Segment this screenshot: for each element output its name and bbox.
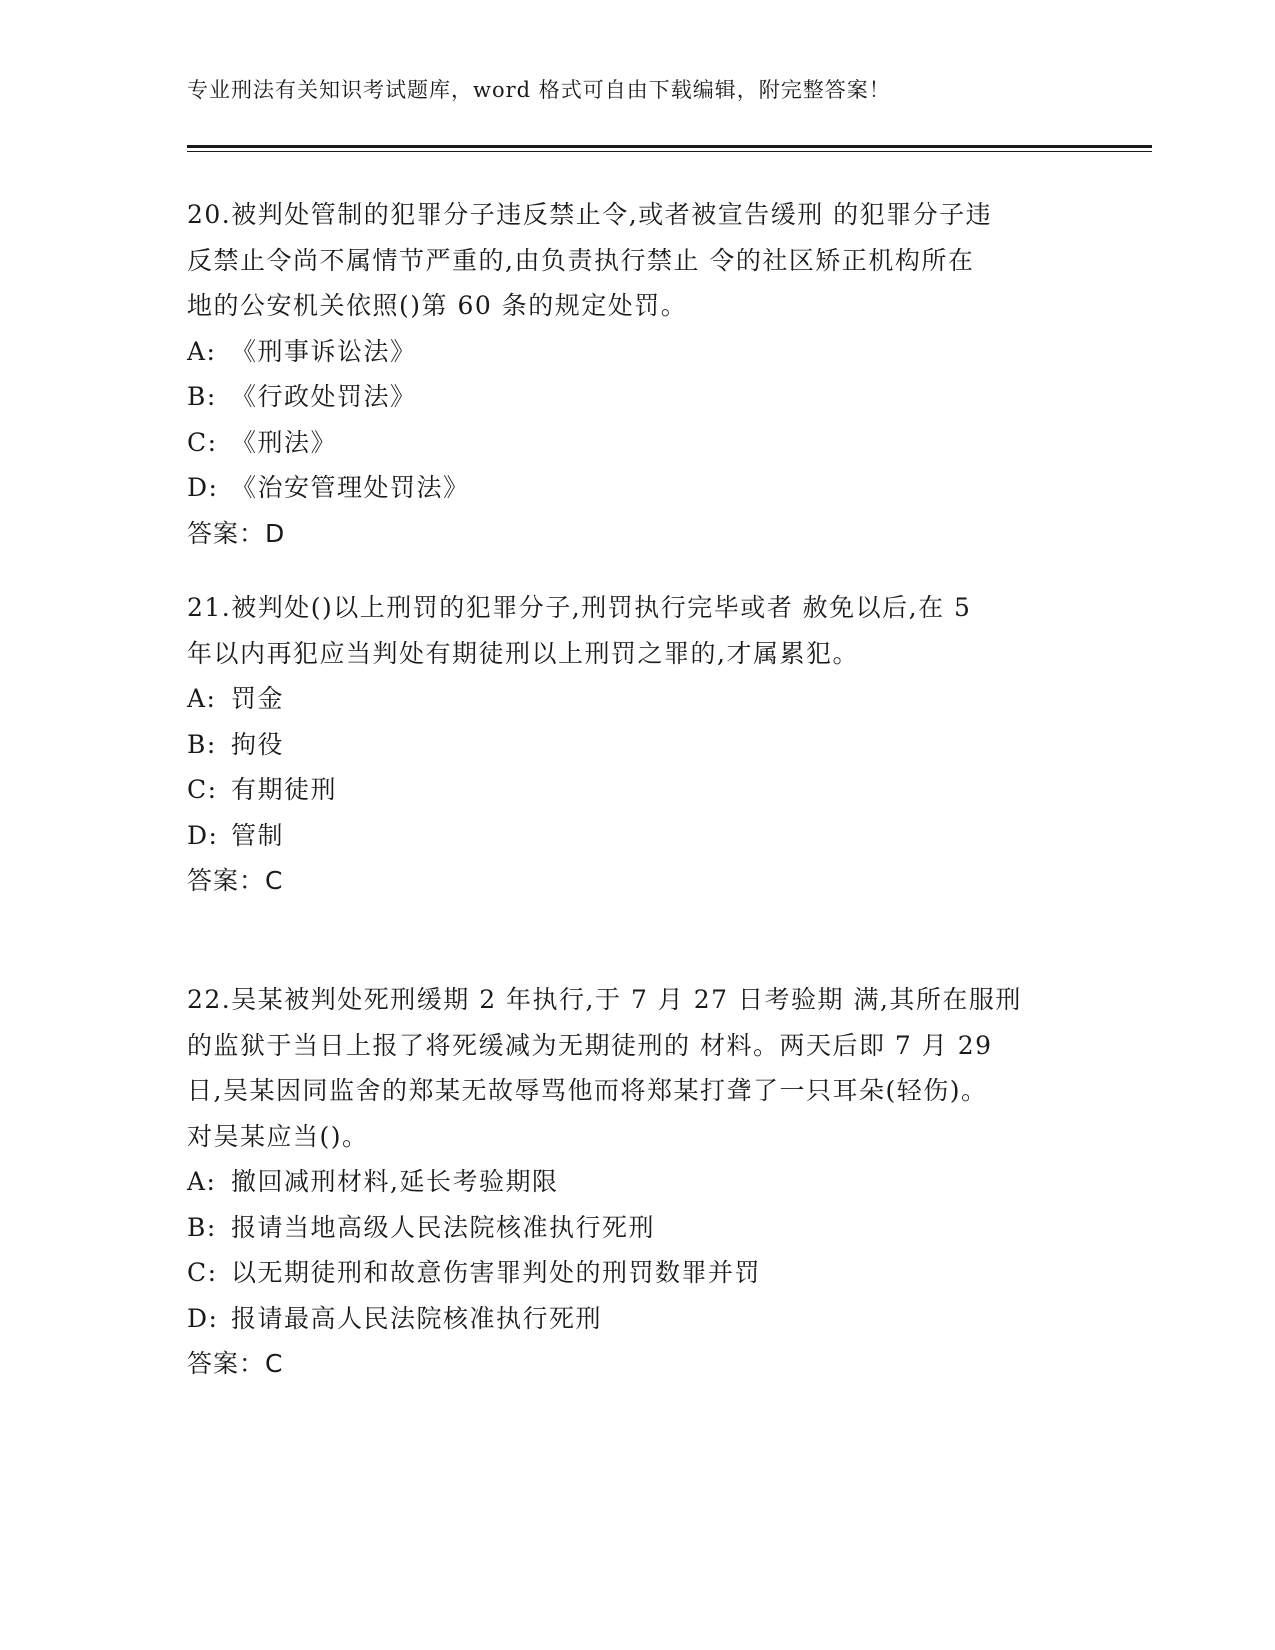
question-line: 的监狱于当日上报了将死缓减为无期徒刑的 材料。两天后即 7 月 29 [187,1030,993,1060]
option-letter: A: [187,684,217,713]
option-a [187,676,1087,722]
option-d [187,1296,1087,1342]
question-21 [187,585,1087,904]
option-b [187,1205,1087,1251]
header-divider [187,145,1152,152]
option-letter: B: [187,729,217,759]
answer-label: 答案：C [187,866,284,895]
page-header: 专业刑法有关知识考试题库，word 格式可自由下载编辑，附完整答案！ [187,78,891,102]
option-text: 有期徒刑 [231,775,338,804]
option-text: 罚金 [231,684,285,713]
question-line: 21.被判处()以上刑罚的犯罪分子,刑罚执行完毕或者 赦免以后,在 5 [187,593,972,622]
question-stem [187,977,1087,1159]
option-letter: C: [187,775,218,804]
option-letter: C: [187,1258,218,1287]
answer-label: 答案：D [187,518,286,548]
option-letter: D: [187,820,219,850]
question-line: 对吴某应当()。 [187,1121,369,1151]
question-line: 年以内再犯应当判处有期徒刑以上刑罚之罪的,才属累犯。 [187,638,859,668]
option-text: 《刑法》 [231,427,338,457]
option-text: 管制 [231,820,285,850]
option-d [187,465,1087,511]
option-text: 报请最高人民法院核准执行死刑 [231,1303,603,1333]
answer-label: 答案：C [187,1349,284,1378]
option-text: 拘役 [231,729,285,759]
option-text: 《刑事诉讼法》 [231,336,417,366]
question-line: 22.吴某被判处死刑缓期 2 年执行,于 7 月 27 日考验期 满,其所在服刑 [187,985,1022,1014]
option-b [187,722,1087,768]
option-letter: C: [187,427,218,457]
question-line: 日,吴某因同监舍的郑某无故辱骂他而将郑某打聋了一只耳朵(轻伤)。 [187,1076,988,1105]
question-line: 20.被判处管制的犯罪分子违反禁止令,或者被宣告缓刑 的犯罪分子违 [187,200,993,229]
question-20 [187,192,1087,556]
option-text: 撤回减刑材料,延长考验期限 [231,1167,559,1196]
question-22 [187,977,1087,1387]
question-stem [187,192,1087,329]
option-text: 《行政处罚法》 [231,382,417,411]
option-letter: B: [187,1212,217,1242]
option-c [187,1250,1087,1296]
option-letter: A: [187,1167,217,1196]
option-a [187,1159,1087,1205]
option-letter: D: [187,1303,219,1333]
question-line: 反禁止令尚不属情节严重的,由负责执行禁止 令的社区矫正机构所在 [187,245,975,275]
question-line: 地的公安机关依照()第 60 条的规定处罚。 [187,291,688,320]
question-stem [187,585,1087,676]
option-text: 报请当地高级人民法院核准执行死刑 [231,1212,656,1242]
option-text: 《治安管理处罚法》 [231,473,470,502]
option-b [187,374,1087,420]
option-letter: A: [187,336,217,366]
option-c [187,420,1087,466]
option-text: 以无期徒刑和故意伤害罪判处的刑罚数罪并罚 [231,1258,762,1287]
option-letter: D: [187,473,219,502]
option-d [187,813,1087,859]
option-letter: B: [187,382,217,411]
option-c [187,767,1087,813]
option-a [187,329,1087,375]
